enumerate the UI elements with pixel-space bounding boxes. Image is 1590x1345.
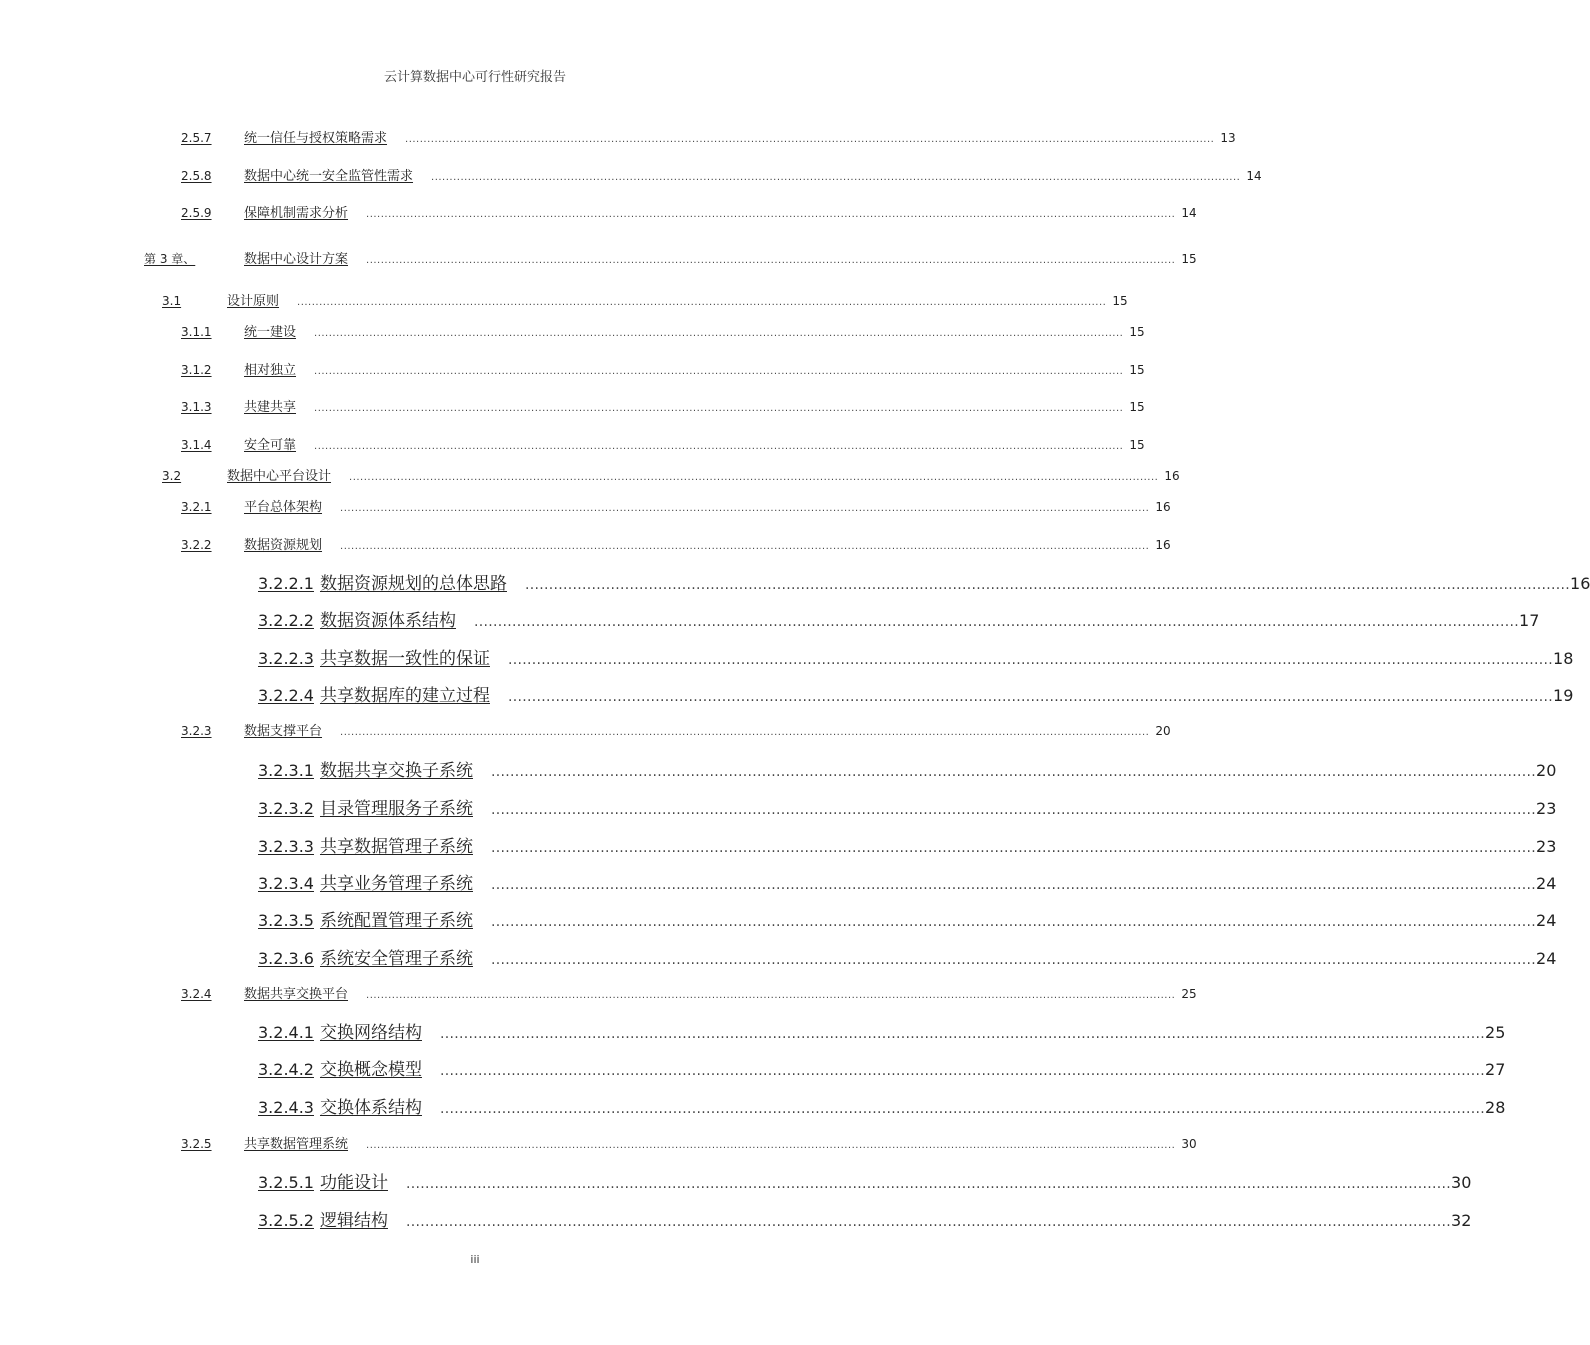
toc-entry[interactable] bbox=[181, 720, 1171, 740]
toc-entry[interactable] bbox=[258, 1206, 1472, 1232]
toc-entry[interactable] bbox=[181, 434, 1145, 454]
toc-entry-title: 数据资源体系结构 bbox=[319, 611, 456, 631]
toc-entry-number: 3.2.4.3 bbox=[258, 1098, 314, 1117]
toc-entry-number: 3.2.3.6 bbox=[258, 949, 314, 968]
toc-entry-page: 25 bbox=[1485, 1023, 1506, 1042]
toc-entry[interactable] bbox=[181, 396, 1145, 416]
toc-entry-number: 3.2.4.2 bbox=[258, 1060, 314, 1079]
toc-entry-number: 3.1.4 bbox=[181, 438, 212, 452]
toc-entry-number: 3.2.5.2 bbox=[258, 1211, 314, 1230]
toc-entry-title: 共建共享 bbox=[244, 400, 297, 415]
toc-entry[interactable] bbox=[181, 165, 1262, 185]
toc-leader-dots: ............................................................................................................................................................................................................................ bbox=[314, 441, 1124, 452]
toc-entry-title: 共享数据库的建立过程 bbox=[319, 686, 490, 706]
toc-entry-title: 交换网络结构 bbox=[319, 1023, 422, 1043]
toc-entry[interactable] bbox=[258, 1168, 1472, 1194]
toc-leader-dots: ............................................................................................................................................................................................................................ bbox=[439, 1101, 1486, 1117]
toc-entry-page: 19 bbox=[1553, 686, 1574, 705]
toc-entry-title: 设计原则 bbox=[227, 294, 280, 309]
toc-entry-title: 数据共享交换子系统 bbox=[319, 761, 473, 781]
toc-leader-dots: ............................................................................................................................................................................................................................ bbox=[366, 209, 1176, 220]
toc-entry-page: 16 bbox=[1155, 500, 1171, 514]
toc-entry-page: 15 bbox=[1129, 363, 1145, 377]
toc-leader-dots: ............................................................................................................................................................................................................................ bbox=[366, 990, 1176, 1001]
toc-leader-dots: ............................................................................................................................................................................................................................ bbox=[405, 134, 1215, 145]
toc-entry-title: 保障机制需求分析 bbox=[244, 206, 349, 221]
toc-entry-title: 系统安全管理子系统 bbox=[319, 949, 473, 969]
toc-entry-page: 15 bbox=[1112, 294, 1128, 308]
toc-entry-page: 17 bbox=[1519, 611, 1540, 630]
toc-entry-page: 16 bbox=[1155, 538, 1171, 552]
toc-entry-number: 第 3 章、 bbox=[144, 252, 196, 266]
toc-leader-dots: ............................................................................................................................................................................................................................ bbox=[314, 366, 1124, 377]
toc-entry-page: 25 bbox=[1181, 987, 1197, 1001]
toc-entry-title: 共享业务管理子系统 bbox=[319, 874, 473, 894]
toc-entry-page: 13 bbox=[1220, 131, 1236, 145]
toc-entry-number: 2.5.9 bbox=[181, 206, 212, 220]
toc-entry-title: 共享数据一致性的保证 bbox=[319, 649, 490, 669]
toc-entry[interactable] bbox=[181, 983, 1197, 1003]
toc-leader-dots: ............................................................................................................................................................................................................................ bbox=[314, 403, 1124, 414]
toc-leader-dots: ............................................................................................................................................................................................................................ bbox=[340, 727, 1150, 738]
toc-entry[interactable] bbox=[258, 1055, 1506, 1081]
toc-leader-dots: ............................................................................................................................................................................................................................ bbox=[490, 802, 1537, 818]
toc-entry-number: 3.2.2.3 bbox=[258, 649, 314, 668]
toc-entry-page: 15 bbox=[1129, 438, 1145, 452]
toc-entry[interactable] bbox=[181, 202, 1197, 222]
toc-entry-page: 18 bbox=[1553, 649, 1574, 668]
toc-entry[interactable] bbox=[181, 321, 1145, 341]
toc-entry-title: 目录管理服务子系统 bbox=[319, 799, 473, 819]
toc-entry-title: 统一信任与授权策略需求 bbox=[244, 131, 388, 146]
page-header: 云计算数据中心可行性研究报告 bbox=[383, 70, 566, 85]
toc-entry-title: 统一建设 bbox=[244, 325, 297, 340]
toc-leader-dots: ............................................................................................................................................................................................................................ bbox=[366, 1140, 1176, 1151]
toc-entry-number: 3.2.4 bbox=[181, 987, 212, 1001]
toc-leader-dots: ............................................................................................................................................................................................................................ bbox=[297, 297, 1107, 308]
toc-leader-dots: ............................................................................................................................................................................................................................ bbox=[366, 255, 1176, 266]
toc-entry-page: 14 bbox=[1181, 206, 1197, 220]
toc-entry-number: 3.2.1 bbox=[181, 500, 212, 514]
toc-entry-page: 15 bbox=[1129, 400, 1145, 414]
toc-entry-page: 23 bbox=[1536, 799, 1557, 818]
toc-leader-dots: ............................................................................................................................................................................................................................ bbox=[490, 840, 1537, 856]
toc-entry-number: 3.2.5 bbox=[181, 1137, 212, 1151]
toc-entry-title: 数据支撑平台 bbox=[244, 724, 323, 739]
toc-entry-title: 平台总体架构 bbox=[244, 500, 323, 515]
toc-entry-number: 3.2.3.5 bbox=[258, 911, 314, 930]
toc-entry-page: 15 bbox=[1129, 325, 1145, 339]
toc-entry-number: 3.1.3 bbox=[181, 400, 212, 414]
toc-leader-dots: ............................................................................................................................................................................................................................ bbox=[314, 328, 1124, 339]
toc-leader-dots: ............................................................................................................................................................................................................................ bbox=[431, 172, 1241, 183]
toc-leader-dots: ............................................................................................................................................................................................................................ bbox=[490, 877, 1537, 893]
toc-entry-page: 24 bbox=[1536, 911, 1557, 930]
toc-entry-title: 相对独立 bbox=[244, 363, 297, 378]
toc-entry[interactable] bbox=[181, 359, 1145, 379]
toc-entry[interactable] bbox=[258, 794, 1557, 820]
toc-entry-number: 3.2.3.4 bbox=[258, 874, 314, 893]
toc-leader-dots: ............................................................................................................................................................................................................................ bbox=[507, 652, 1554, 668]
toc-entry[interactable] bbox=[258, 1018, 1506, 1044]
toc-entry-number: 2.5.8 bbox=[181, 169, 212, 183]
toc-entry-page: 23 bbox=[1536, 837, 1557, 856]
toc-entry[interactable] bbox=[258, 756, 1557, 782]
toc-leader-dots: ............................................................................................................................................................................................................................ bbox=[490, 952, 1537, 968]
toc-entry-title: 逻辑结构 bbox=[319, 1211, 388, 1231]
toc-entry[interactable] bbox=[258, 606, 1540, 632]
toc-entry[interactable] bbox=[181, 127, 1236, 147]
toc-entry-number: 3.2.2.2 bbox=[258, 611, 314, 630]
toc-leader-dots: ............................................................................................................................................................................................................................ bbox=[340, 541, 1150, 552]
toc-entry-page: 14 bbox=[1246, 169, 1262, 183]
toc-entry-number: 3.2.5.1 bbox=[258, 1173, 314, 1192]
toc-entry-page: 16 bbox=[1570, 574, 1590, 593]
toc-entry[interactable] bbox=[162, 290, 1128, 310]
toc-entry-number: 3.2.2.4 bbox=[258, 686, 314, 705]
toc-leader-dots: ............................................................................................................................................................................................................................ bbox=[405, 1214, 1452, 1230]
toc-entry-number: 3.2.3.2 bbox=[258, 799, 314, 818]
toc-entry-number: 3.2.2.1 bbox=[258, 574, 314, 593]
toc-entry-title: 共享数据管理子系统 bbox=[319, 837, 473, 857]
toc-leader-dots: ............................................................................................................................................................................................................................ bbox=[439, 1063, 1486, 1079]
toc-entry-page: 24 bbox=[1536, 874, 1557, 893]
toc-entry-number: 3.2.3.1 bbox=[258, 761, 314, 780]
toc-leader-dots: ............................................................................................................................................................................................................................ bbox=[490, 764, 1537, 780]
toc-entry-page: 20 bbox=[1155, 724, 1171, 738]
toc-leader-dots: ............................................................................................................................................................................................................................ bbox=[490, 914, 1537, 930]
toc-entry-page: 32 bbox=[1451, 1211, 1472, 1230]
toc-entry-number: 3.1.1 bbox=[181, 325, 212, 339]
toc-entry[interactable] bbox=[181, 1133, 1197, 1153]
toc-leader-dots: ............................................................................................................................................................................................................................ bbox=[405, 1176, 1452, 1192]
toc-leader-dots: ............................................................................................................................................................................................................................ bbox=[439, 1026, 1486, 1042]
toc-leader-dots: ............................................................................................................................................................................................................................ bbox=[524, 577, 1571, 593]
toc-entry[interactable] bbox=[258, 832, 1557, 858]
toc-entry-title: 数据资源规划的总体思路 bbox=[319, 574, 507, 594]
toc-leader-dots: ............................................................................................................................................................................................................................ bbox=[507, 689, 1554, 705]
toc-entry-number: 3.2.3.3 bbox=[258, 837, 314, 856]
toc-entry-number: 3.2 bbox=[162, 469, 182, 483]
toc-entry-page: 24 bbox=[1536, 949, 1557, 968]
toc-entry-page: 28 bbox=[1485, 1098, 1506, 1117]
toc-entry-title: 数据共享交换平台 bbox=[244, 987, 349, 1002]
toc-entry-page: 15 bbox=[1181, 252, 1197, 266]
toc-entry[interactable] bbox=[258, 1093, 1506, 1119]
toc-entry-title: 数据中心统一安全监管性需求 bbox=[244, 169, 414, 184]
toc-entry-title: 交换概念模型 bbox=[319, 1060, 422, 1080]
toc-entry[interactable] bbox=[258, 681, 1574, 707]
toc-leader-dots: ............................................................................................................................................................................................................................ bbox=[349, 472, 1159, 483]
page-number: iii bbox=[470, 1253, 480, 1266]
toc-entry[interactable] bbox=[181, 496, 1171, 516]
toc-entry[interactable] bbox=[258, 644, 1574, 670]
toc-entry-title: 系统配置管理子系统 bbox=[319, 911, 473, 931]
toc-entry-title: 交换体系结构 bbox=[319, 1098, 422, 1118]
toc-entry-title: 数据中心设计方案 bbox=[244, 252, 349, 267]
toc-entry-title: 安全可靠 bbox=[244, 438, 297, 453]
toc-entry-number: 2.5.7 bbox=[181, 131, 212, 145]
toc-entry-page: 30 bbox=[1451, 1173, 1472, 1192]
toc-entry[interactable] bbox=[258, 569, 1590, 595]
toc-entry-number: 3.2.4.1 bbox=[258, 1023, 314, 1042]
toc-entry[interactable] bbox=[258, 906, 1557, 932]
toc-entry[interactable] bbox=[181, 534, 1171, 554]
toc-entry-page: 27 bbox=[1485, 1060, 1506, 1079]
toc-entry-number: 3.1 bbox=[162, 294, 182, 308]
toc-entry-page: 16 bbox=[1164, 469, 1180, 483]
toc-entry-title: 数据资源规划 bbox=[244, 538, 323, 553]
toc-entry[interactable] bbox=[258, 869, 1557, 895]
toc-entry[interactable] bbox=[258, 944, 1557, 970]
toc-entry-page: 30 bbox=[1181, 1137, 1197, 1151]
toc-entry[interactable] bbox=[162, 465, 1180, 485]
toc-entry-title: 功能设计 bbox=[319, 1173, 388, 1193]
toc-entry-number: 3.2.2 bbox=[181, 538, 212, 552]
toc-entry[interactable] bbox=[144, 248, 1197, 268]
toc-entry-title: 共享数据管理系统 bbox=[244, 1137, 349, 1152]
toc-entry-page: 20 bbox=[1536, 761, 1557, 780]
toc-entry-number: 3.1.2 bbox=[181, 363, 212, 377]
toc-entry-title: 数据中心平台设计 bbox=[227, 469, 332, 484]
toc-leader-dots: ............................................................................................................................................................................................................................ bbox=[340, 503, 1150, 514]
toc-entry-number: 3.2.3 bbox=[181, 724, 212, 738]
toc-leader-dots: ............................................................................................................................................................................................................................ bbox=[473, 614, 1520, 630]
